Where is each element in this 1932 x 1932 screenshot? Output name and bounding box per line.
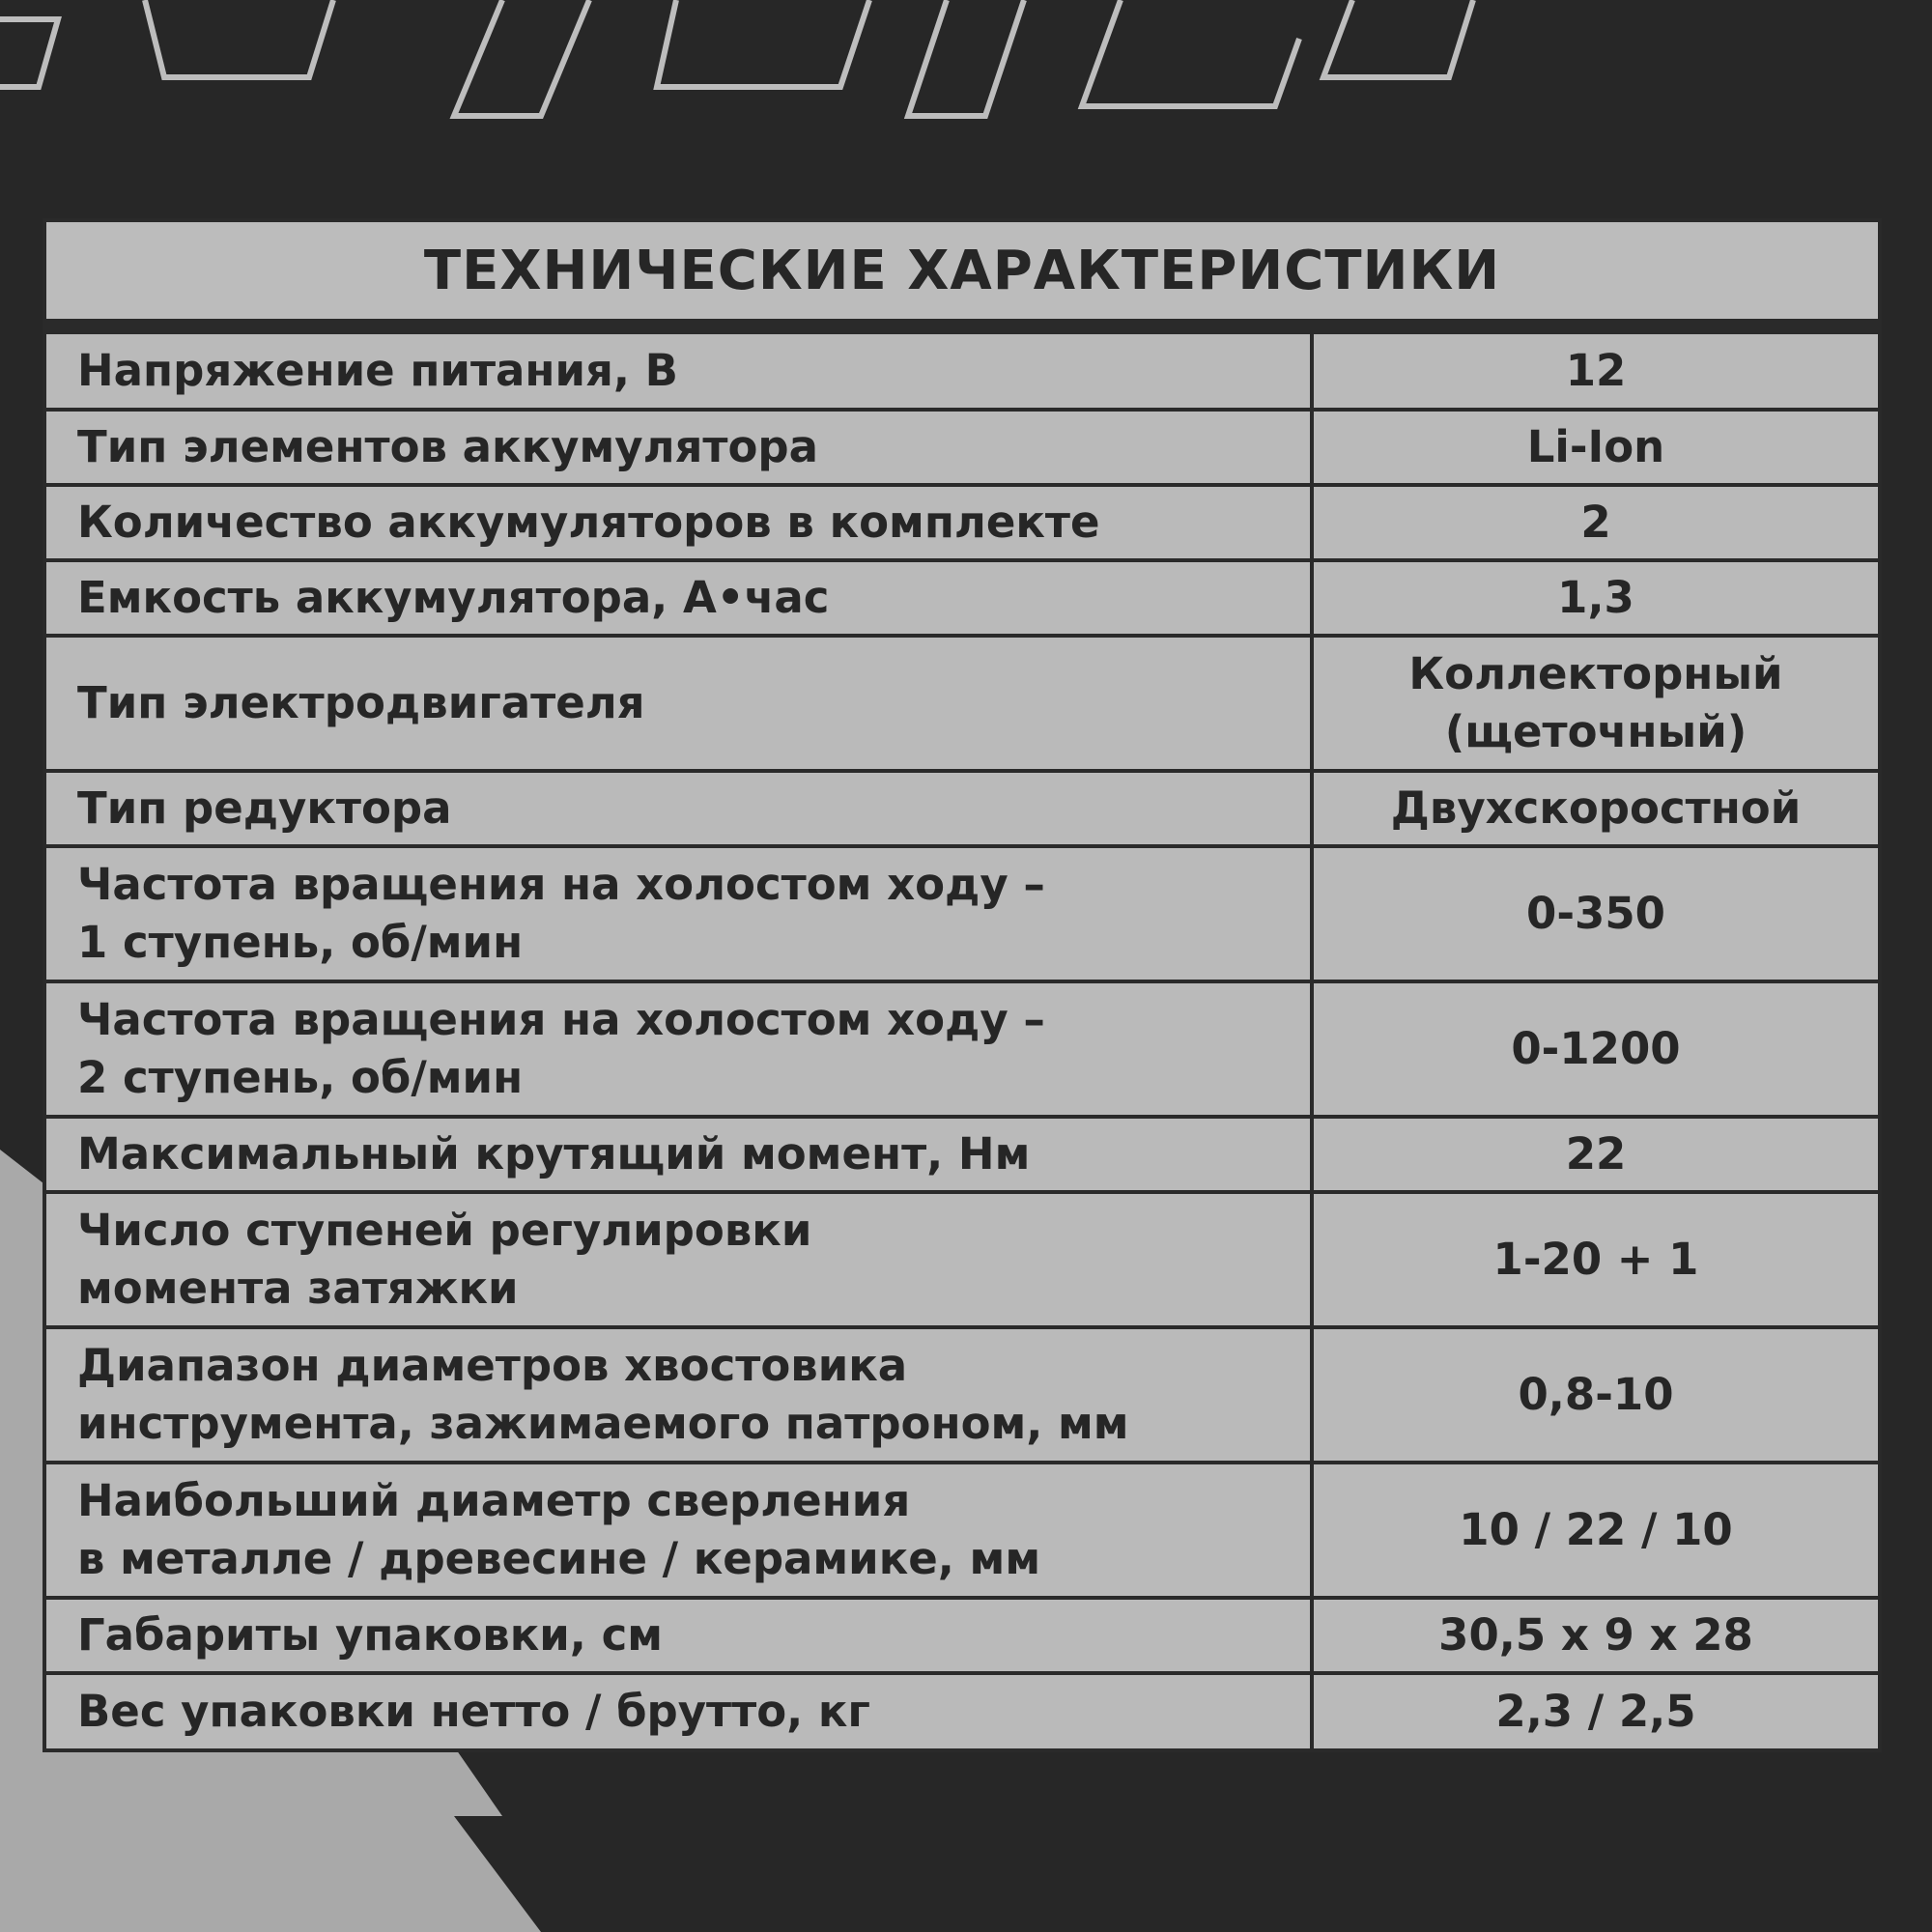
spec-value: 1-20 + 1 (1312, 1192, 1878, 1327)
spec-value: 0,8-10 (1312, 1327, 1878, 1463)
spec-row (46, 1192, 1878, 1327)
spec-label: Диапазон диаметров хвостовика инструмента, зажимаемого патроном, мм (46, 1327, 1312, 1463)
spec-label: Тип элементов аккумулятора (46, 410, 1312, 485)
spec-row (46, 485, 1878, 560)
model-lettering-graphic (0, 0, 1473, 116)
spec-row (46, 1673, 1878, 1748)
spec-row (46, 1117, 1878, 1192)
spec-row (46, 636, 1878, 771)
spec-label: Максимальный крутящий момент, Нм (46, 1117, 1312, 1192)
spec-value: 30,5 х 9 х 28 (1312, 1598, 1878, 1673)
spec-label: Частота вращения на холостом ходу – 1 ступень, об/мин (46, 846, 1312, 981)
spec-table-title: ТЕХНИЧЕСКИЕ ХАРАКТЕРИСТИКИ (46, 222, 1878, 334)
spec-row (46, 981, 1878, 1117)
spec-row (46, 1463, 1878, 1598)
spec-row (46, 560, 1878, 636)
spec-value: 22 (1312, 1117, 1878, 1192)
spec-label: Вес упаковки нетто / брутто, кг (46, 1673, 1312, 1748)
spec-value: Коллекторный (щеточный) (1312, 636, 1878, 771)
spec-label: Емкость аккумулятора, А•час (46, 560, 1312, 636)
spec-value: Li-Ion (1312, 410, 1878, 485)
spec-label: Число ступеней регулировки момента затяжки (46, 1192, 1312, 1327)
spec-value: 12 (1312, 334, 1878, 410)
spec-value: Двухскоростной (1312, 771, 1878, 846)
spec-label: Тип редуктора (46, 771, 1312, 846)
spec-value: 1,3 (1312, 560, 1878, 636)
spec-value: 0-1200 (1312, 981, 1878, 1117)
spec-table (46, 334, 1878, 1748)
spec-row (46, 410, 1878, 485)
spec-row (46, 771, 1878, 846)
spec-value: 10 / 22 / 10 (1312, 1463, 1878, 1598)
spec-label: Количество аккумуляторов в комплекте (46, 485, 1312, 560)
spec-value: 2,3 / 2,5 (1312, 1673, 1878, 1748)
spec-row (46, 846, 1878, 981)
spec-row (46, 1327, 1878, 1463)
spec-value: 0-350 (1312, 846, 1878, 981)
spec-table-panel (43, 218, 1882, 1752)
spec-row (46, 334, 1878, 410)
spec-value: 2 (1312, 485, 1878, 560)
spec-label: Наибольший диаметр сверления в металле / древесине / керамике, мм (46, 1463, 1312, 1598)
spec-row (46, 1598, 1878, 1673)
spec-label: Частота вращения на холостом ходу – 2 ступень, об/мин (46, 981, 1312, 1117)
spec-label: Тип электродвигателя (46, 636, 1312, 771)
spec-label: Напряжение питания, В (46, 334, 1312, 410)
spec-label: Габариты упаковки, см (46, 1598, 1312, 1673)
